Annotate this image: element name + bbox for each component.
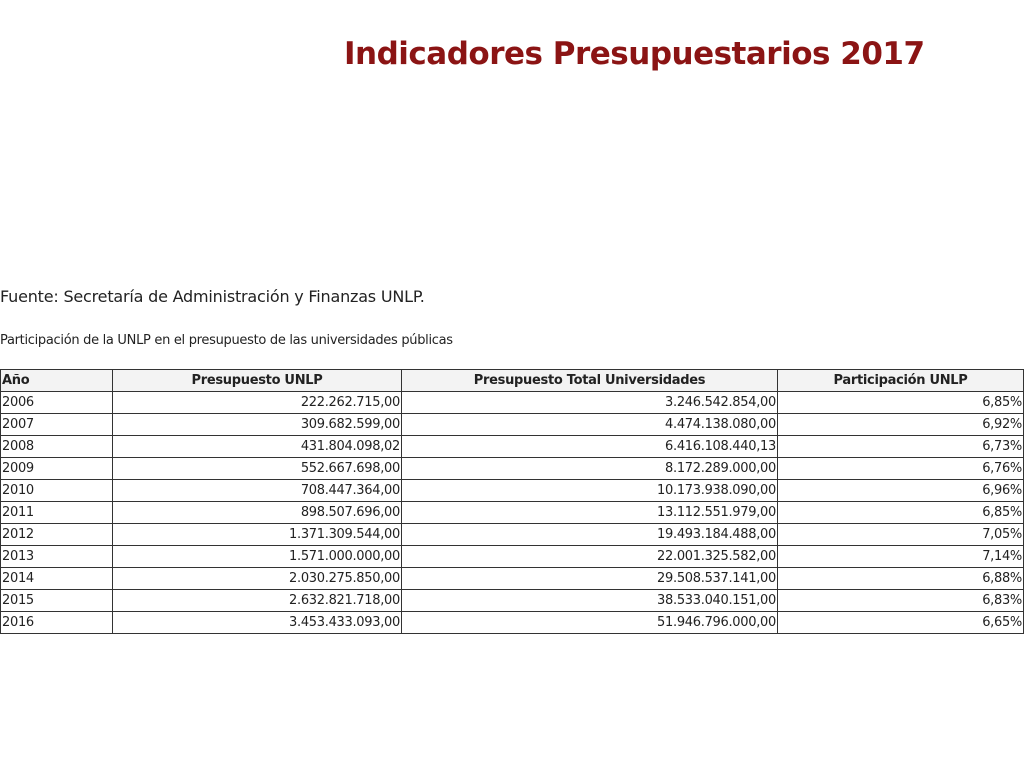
total-budget-cell: 8.172.289.000,00 bbox=[402, 458, 778, 480]
total-budget-cell: 38.533.040.151,00 bbox=[402, 590, 778, 612]
participation-cell: 6,85% bbox=[778, 392, 1024, 414]
page-title: Indicadores Presupuestarios 2017 bbox=[344, 36, 925, 72]
header-row bbox=[1, 370, 1024, 392]
table-row bbox=[1, 480, 1024, 502]
year-cell: 2012 bbox=[1, 524, 113, 546]
table-row bbox=[1, 568, 1024, 590]
year-cell: 2015 bbox=[1, 590, 113, 612]
total-budget-cell: 4.474.138.080,00 bbox=[402, 414, 778, 436]
year-cell: 2009 bbox=[1, 458, 113, 480]
year-cell: 2013 bbox=[1, 546, 113, 568]
table-header bbox=[1, 370, 1024, 392]
year-cell: 2011 bbox=[1, 502, 113, 524]
table-body bbox=[1, 392, 1024, 634]
unlp-budget-cell: 3.453.433.093,00 bbox=[113, 612, 402, 634]
participation-cell: 6,88% bbox=[778, 568, 1024, 590]
total-budget-cell: 51.946.796.000,00 bbox=[402, 612, 778, 634]
total-budget-cell: 6.416.108.440,13 bbox=[402, 436, 778, 458]
participation-cell: 6,92% bbox=[778, 414, 1024, 436]
total-budget-cell: 10.173.938.090,00 bbox=[402, 480, 778, 502]
participation-cell: 6,65% bbox=[778, 612, 1024, 634]
participation-cell: 6,85% bbox=[778, 502, 1024, 524]
budget-table bbox=[0, 369, 1024, 634]
table-row bbox=[1, 414, 1024, 436]
table-row bbox=[1, 502, 1024, 524]
table-row bbox=[1, 546, 1024, 568]
unlp-budget-cell: 898.507.696,00 bbox=[113, 502, 402, 524]
participation-cell: 6,73% bbox=[778, 436, 1024, 458]
unlp-budget-cell: 1.371.309.544,00 bbox=[113, 524, 402, 546]
total-budget-cell: 29.508.537.141,00 bbox=[402, 568, 778, 590]
total-budget-cell: 19.493.184.488,00 bbox=[402, 524, 778, 546]
header-participation: Participación UNLP bbox=[778, 370, 1024, 392]
table-row bbox=[1, 392, 1024, 414]
table-caption: Participación de la UNLP en el presupuesto de las universidades públicas bbox=[0, 333, 453, 348]
unlp-budget-cell: 222.262.715,00 bbox=[113, 392, 402, 414]
year-cell: 2008 bbox=[1, 436, 113, 458]
total-budget-cell: 3.246.542.854,00 bbox=[402, 392, 778, 414]
table-row bbox=[1, 590, 1024, 612]
participation-cell: 7,05% bbox=[778, 524, 1024, 546]
year-cell: 2007 bbox=[1, 414, 113, 436]
table-row bbox=[1, 524, 1024, 546]
unlp-budget-cell: 708.447.364,00 bbox=[113, 480, 402, 502]
year-cell: 2016 bbox=[1, 612, 113, 634]
table-row bbox=[1, 612, 1024, 634]
year-cell: 2010 bbox=[1, 480, 113, 502]
participation-cell: 6,76% bbox=[778, 458, 1024, 480]
unlp-budget-cell: 2.632.821.718,00 bbox=[113, 590, 402, 612]
unlp-budget-cell: 2.030.275.850,00 bbox=[113, 568, 402, 590]
unlp-budget-cell: 309.682.599,00 bbox=[113, 414, 402, 436]
table-row bbox=[1, 458, 1024, 480]
participation-cell: 6,96% bbox=[778, 480, 1024, 502]
header-total-budget: Presupuesto Total Universidades bbox=[402, 370, 778, 392]
header-year: Año bbox=[1, 370, 113, 392]
total-budget-cell: 22.001.325.582,00 bbox=[402, 546, 778, 568]
source-note: Fuente: Secretaría de Administración y Finanzas UNLP. bbox=[0, 287, 425, 306]
year-cell: 2014 bbox=[1, 568, 113, 590]
total-budget-cell: 13.112.551.979,00 bbox=[402, 502, 778, 524]
unlp-budget-cell: 1.571.000.000,00 bbox=[113, 546, 402, 568]
unlp-budget-cell: 552.667.698,00 bbox=[113, 458, 402, 480]
unlp-budget-cell: 431.804.098,02 bbox=[113, 436, 402, 458]
table-row bbox=[1, 436, 1024, 458]
participation-cell: 6,83% bbox=[778, 590, 1024, 612]
participation-cell: 7,14% bbox=[778, 546, 1024, 568]
header-unlp-budget: Presupuesto UNLP bbox=[113, 370, 402, 392]
year-cell: 2006 bbox=[1, 392, 113, 414]
